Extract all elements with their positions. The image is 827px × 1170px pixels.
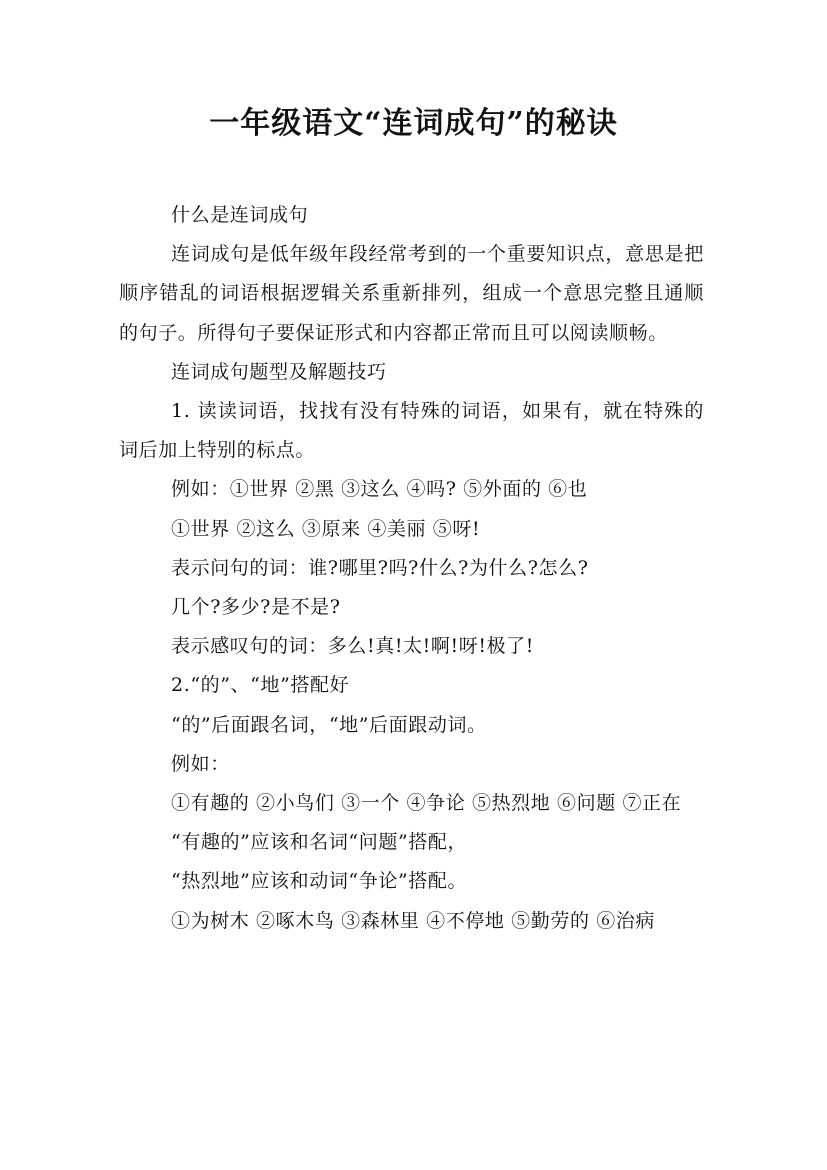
example-line-3: ①有趣的 ②小鸟们 ③一个 ④争论 ⑤热烈地 ⑥问题 ⑦正在 bbox=[171, 792, 682, 815]
question-words-line: 表示问句的词：谁?哪里?吗?什么?为什么?怎么? bbox=[171, 556, 589, 579]
question-words-line-2: 几个?多少?是不是? bbox=[171, 596, 341, 619]
document-body bbox=[119, 196, 704, 941]
section-heading-what: 什么是连词成句 bbox=[171, 204, 309, 226]
paragraph-definition: 连词成句是低年级年段经常考到的一个重要知识点，意思是把顺序错乱的词语根据逻辑关系重新排列，组成一个意思完整且通顺的句子。所得句子要保证形式和内容都正常而且可以阅读顺畅。 bbox=[119, 243, 704, 344]
document-title: 一年级语文“连词成句”的秘诀 bbox=[209, 106, 618, 141]
collocation-line-2: “热烈地”应该和动词“争论”搭配。 bbox=[171, 870, 468, 893]
example-line-4: ①为树木 ②啄木鸟 ③森林里 ④不停地 ⑤勤劳的 ⑥治病 bbox=[171, 909, 655, 932]
paragraph-tip-1: 1. 读读词语，找找有没有特殊的词语，如果有，就在特殊的词后加上特别的标点。 bbox=[119, 400, 704, 462]
example-line-1: 例如：①世界 ②黑 ③这么 ④吗? ⑤外面的 ⑥也 bbox=[171, 478, 588, 501]
example-label: 例如： bbox=[171, 752, 230, 775]
exclamation-words-line: 表示感叹句的词：多么!真!太!啊!呀!极了! bbox=[171, 635, 535, 658]
paragraph-tip-2: 2.“的”、“地”搭配好 bbox=[171, 674, 350, 697]
section-heading-techniques: 连词成句题型及解题技巧 bbox=[171, 360, 387, 383]
example-line-2: ①世界 ②这么 ③原来 ④美丽 ⑤呀! bbox=[171, 517, 481, 540]
collocation-line-1: “有趣的”应该和名词“问题”搭配， bbox=[171, 831, 468, 854]
de-di-rule: “的”后面跟名词，“地”后面跟动词。 bbox=[171, 713, 487, 736]
